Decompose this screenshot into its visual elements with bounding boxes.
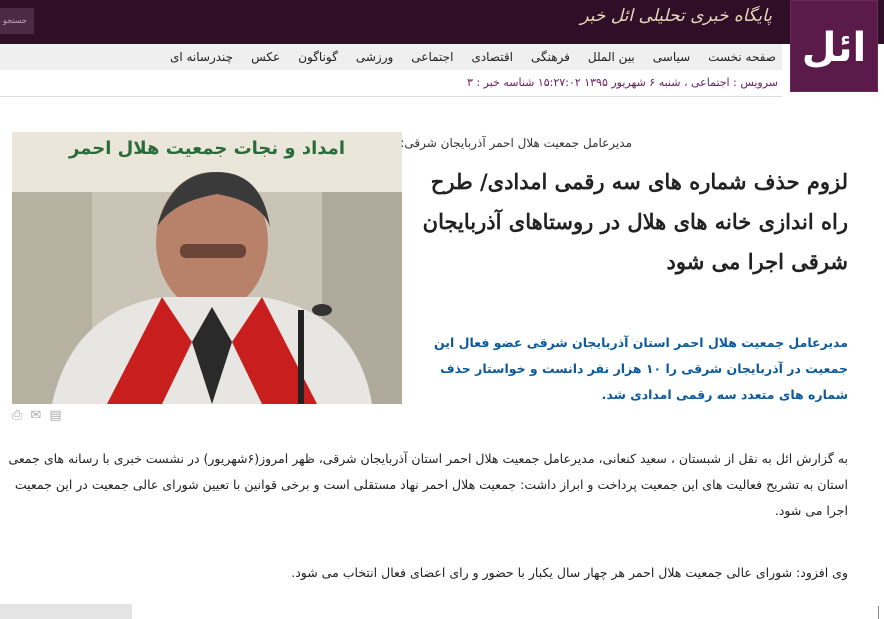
nav-item[interactable]: ورزشی xyxy=(355,50,394,64)
person-photo-image xyxy=(12,132,402,404)
save-icon[interactable]: ▤ xyxy=(49,408,62,423)
email-icon[interactable]: ✉ xyxy=(30,408,42,423)
article-body-paragraph-2: وی افزود: شورای عالی جمعیت هلال احمر هر چهار سال یکبار با حضور و رای اعضای فعال انتخاب می شود. xyxy=(291,565,848,580)
site-logo[interactable] xyxy=(790,0,878,92)
article-body-paragraph-1: به گزارش ائل به نقل از شبستان ، سعید کنعانی، مدیرعامل جمعیت هلال احمر استان آذربایجان شرقی، ظهر امروز(۶شهریور) در نشست خبری با رسانه های جمعی استان به تشریح فعالیت های این جمعیت پرداخت و ابراز داشت: جمعیت هلال احمر نهاد مستقلی است و برخی قوانین با تعیین شورای عالی جمعیت در این جمعیت اجرا می شود. xyxy=(8,451,848,518)
article-photo xyxy=(12,132,402,404)
article-lead: مدیرعامل جمعیت هلال احمر استان آذربایجان شرقی عضو فعال این جمعیت در آذربایجان شرقی را ۱۰ هزار نفر دانست و خواستار حذف شماره های متعدد سه رقمی امدادی شد. xyxy=(434,335,848,402)
article-tools xyxy=(12,408,62,423)
scroll-edge xyxy=(878,606,884,619)
top-header-bar xyxy=(0,0,884,44)
main-nav xyxy=(152,44,782,70)
nav-item[interactable]: اجتماعی xyxy=(411,50,454,64)
nav-item[interactable]: بین الملل xyxy=(587,50,635,64)
nav-item[interactable]: گوناگون xyxy=(298,50,338,64)
logo-icon xyxy=(801,19,867,75)
nav-item[interactable]: صفحه نخست xyxy=(708,50,776,64)
nav-item[interactable]: سیاسی xyxy=(652,50,691,64)
nav-item[interactable]: چندرسانه ای xyxy=(169,50,234,64)
article-kicker: مدیرعامل جمعیت هلال احمر آذربایجان شرقی: xyxy=(400,136,632,150)
article-meta: سرویس : اجتماعی ، شنبه ۶ شهریور ۱۳۹۵ ۱۵:۲۷:۰۲ شناسه خبر : ۳ xyxy=(467,76,778,89)
bottom-button[interactable] xyxy=(0,604,132,619)
main-nav-bar xyxy=(0,44,782,70)
logo-text: ائل xyxy=(801,25,867,71)
print-icon[interactable]: ⎙ xyxy=(12,408,23,423)
nav-item[interactable]: فرهنگی xyxy=(530,50,570,64)
article-headline: لزوم حذف شماره های سه رقمی امدادی/ طرح راه اندازی خانه های هلال در روستاهای آذربایجان شرقی اجرا می شود xyxy=(422,169,848,274)
nav-item[interactable]: اقتصادی xyxy=(471,50,513,64)
meta-bar xyxy=(0,70,782,97)
site-tagline: پایگاه خبری تحلیلی ائل خبر xyxy=(580,6,772,26)
photo-banner-text: امداد و نجات جمعیت هلال احمر xyxy=(69,138,345,159)
search-input[interactable]: جستجو xyxy=(0,8,34,34)
nav-item[interactable]: عکس xyxy=(251,50,281,64)
